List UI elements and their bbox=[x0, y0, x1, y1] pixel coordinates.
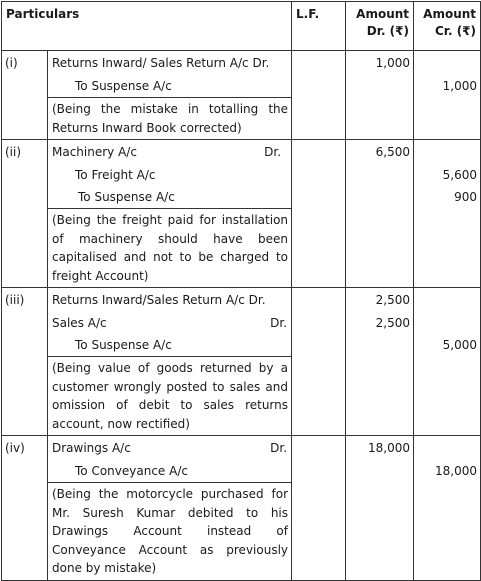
lf-cell bbox=[292, 51, 346, 140]
debit-amount: 6,500 bbox=[375, 145, 411, 159]
lf-cell bbox=[292, 288, 346, 436]
credit-account: To Freight A/c bbox=[75, 168, 156, 182]
amount-dr-header-line1: Amount bbox=[356, 7, 410, 21]
credit-amount-cell bbox=[414, 288, 481, 436]
entry-particulars bbox=[48, 436, 292, 581]
credit-amount: 5,600 bbox=[442, 168, 478, 182]
entry-number: (i) bbox=[2, 51, 48, 140]
entry-number: (iii) bbox=[2, 288, 48, 436]
lf-cell bbox=[292, 436, 346, 581]
header-row bbox=[2, 2, 481, 51]
debit-account bbox=[48, 51, 291, 75]
journal-table bbox=[1, 1, 481, 581]
debit-account-name: Machinery A/c bbox=[52, 145, 137, 159]
debit-amount-cell bbox=[346, 51, 414, 140]
journal-entry-row bbox=[2, 436, 481, 581]
credit-amount: 18,000 bbox=[435, 464, 478, 478]
credit-amount: 5,000 bbox=[442, 338, 478, 352]
debit-account bbox=[48, 436, 291, 460]
debit-account-name: Sales A/c bbox=[52, 316, 107, 330]
credit-amount-cell bbox=[414, 436, 481, 581]
amount-dr-header bbox=[346, 2, 414, 51]
debit-account-name: Returns Inward/Sales Return A/c bbox=[52, 293, 245, 307]
narration: (Being value of goods returned by a customer wrongly posted to sales and omission of debit to sales returns account, now rectified) bbox=[48, 356, 291, 435]
debit-amount: 2,500 bbox=[375, 316, 411, 330]
dr-marker: Dr. bbox=[270, 316, 288, 330]
narration: (Being the freight paid for installation of machinery should have been capitalised and not to be charged to freight Account) bbox=[48, 208, 291, 287]
lf-header: L.F. bbox=[292, 2, 346, 51]
credit-amount-cell bbox=[414, 51, 481, 140]
entry-particulars bbox=[48, 288, 292, 436]
amount-cr-header-line2: Cr. (₹) bbox=[434, 24, 477, 38]
entry-particulars bbox=[48, 51, 292, 140]
entry-number: (ii) bbox=[2, 140, 48, 288]
journal-entry-row bbox=[2, 288, 481, 436]
credit-account: To Suspense A/c bbox=[75, 338, 172, 352]
dr-marker: Dr. bbox=[264, 145, 282, 159]
debit-amount-cell bbox=[346, 140, 414, 288]
credit-account: To Conveyance A/c bbox=[75, 464, 188, 478]
particulars-header: Particulars bbox=[2, 2, 292, 51]
lf-cell bbox=[292, 140, 346, 288]
amount-cr-header-line1: Amount bbox=[423, 7, 477, 21]
debit-account bbox=[48, 140, 291, 164]
amount-dr-header-line2: Dr. (₹) bbox=[366, 24, 410, 38]
debit-account bbox=[48, 288, 291, 312]
debit-account-name: Drawings A/c bbox=[52, 441, 131, 455]
dr-marker: Dr. bbox=[248, 293, 266, 307]
debit-account bbox=[48, 312, 291, 334]
journal-entry-row bbox=[2, 51, 481, 140]
entry-number: (iv) bbox=[2, 436, 48, 581]
credit-account: To Suspense A/c bbox=[75, 79, 172, 93]
credit-amount-cell bbox=[414, 140, 481, 288]
debit-amount: 1,000 bbox=[375, 56, 411, 70]
credit-account: To Suspense A/c bbox=[78, 190, 175, 204]
debit-amount: 2,500 bbox=[375, 293, 411, 307]
debit-amount-cell bbox=[346, 436, 414, 581]
debit-amount-cell bbox=[346, 288, 414, 436]
dr-marker: Dr. bbox=[270, 441, 288, 455]
dr-marker: Dr. bbox=[252, 56, 270, 70]
narration: (Being the motorcycle purchased for Mr. Suresh Kumar debited to his Drawings Account instead of Conveyance Account as previously done by mistake) bbox=[48, 482, 291, 580]
amount-cr-header bbox=[414, 2, 481, 51]
credit-amount: 1,000 bbox=[442, 79, 478, 93]
credit-amount: 900 bbox=[454, 190, 478, 204]
journal-entry-row bbox=[2, 140, 481, 288]
entry-particulars bbox=[48, 140, 292, 288]
debit-amount: 18,000 bbox=[368, 441, 411, 455]
narration: (Being the mistake in totalling the Returns Inward Book corrected) bbox=[48, 97, 291, 139]
debit-account-name: Returns Inward/ Sales Return A/c bbox=[52, 56, 249, 70]
